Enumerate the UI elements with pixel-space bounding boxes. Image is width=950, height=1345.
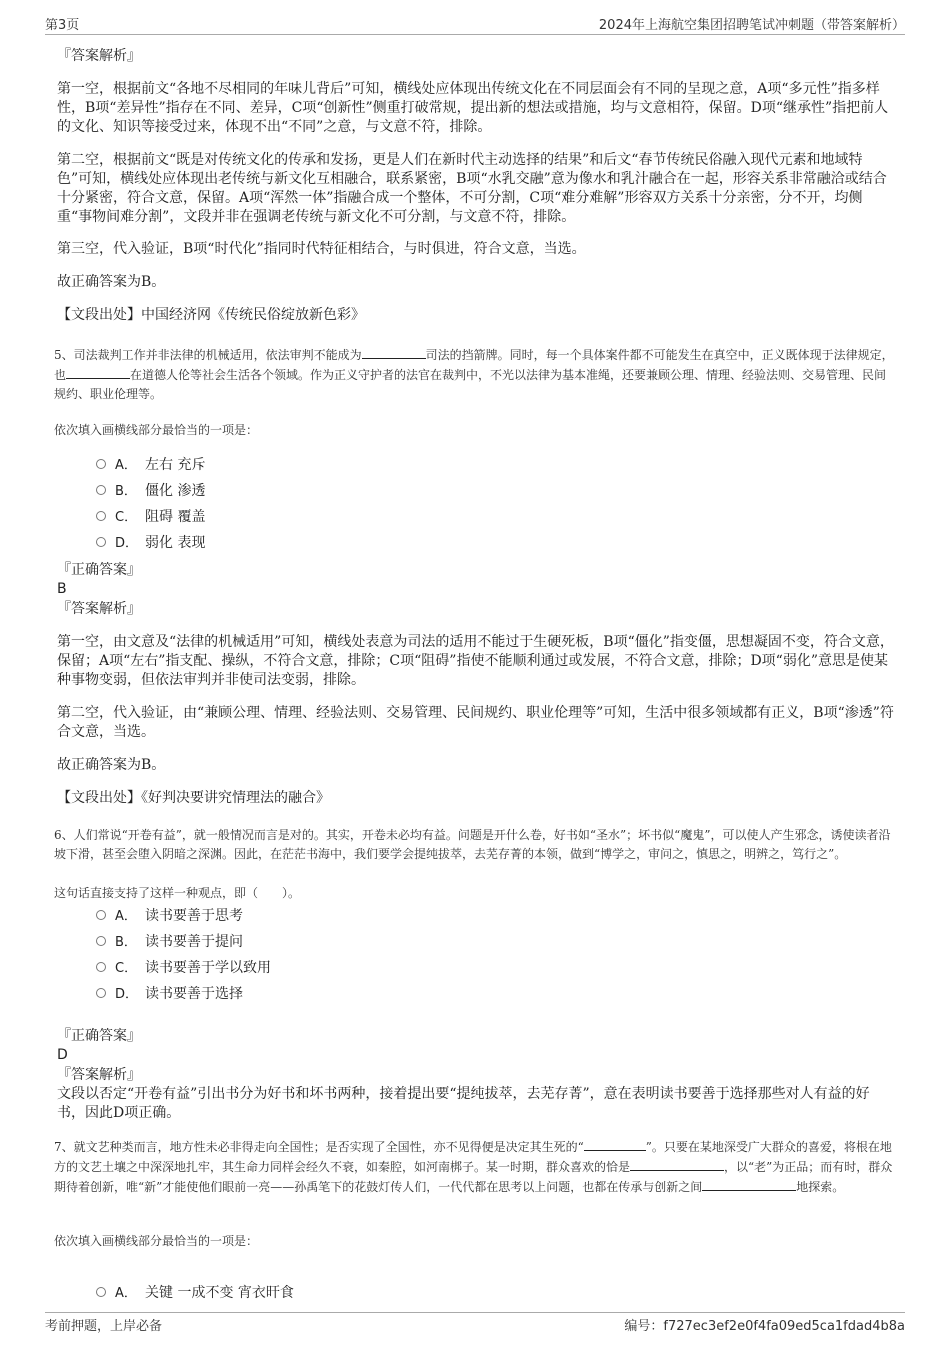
q5-analysis-label: 『答案解析』	[57, 601, 141, 617]
q6-answer-label: 『正确答案』	[57, 1028, 141, 1044]
q5-analysis-p2: 第二空，代入验证，由“兼顾公理、情理、经验法则、交易管理、民间规约、职业伦理等”可知，生活中很多领域都有正义，B项“渗透”符合文意，当选。	[57, 705, 894, 740]
q6-prompt: 这句话直接支持了这样一种观点，即（ ）。	[54, 886, 301, 900]
document-id: 编号：f727ec3ef2e0f4fa09ed5ca1fdad4b8a	[624, 1319, 905, 1334]
q5-answer: B	[57, 581, 67, 597]
q5-prompt: 依次填入画横线部分最恰当的一项是：	[54, 423, 259, 437]
radio-icon[interactable]	[96, 962, 106, 972]
q4-analysis-p2: 第二空，根据前文“既是对传统文化的传承和发扬，更是人们在新时代主动选择的结果”和后文“春节传统民俗融入现代元素和地域特色”可知，横线处应体现出老传统与新文化互相融合，联系紧密，B项“水乳交融”意为像水和乳汁融合在一起，形容关系非常融洽或结合十分紧密，符合文意，保留。A项“浑然一体”指融合成一个整体，不可分割，C项“难分难解”形容双方关系十分亲密，分不开，均侧重“事物间难分割”，文段并非在强调老传统与新文化不可分割，与文意不符，排除。	[57, 152, 887, 225]
q6-option-d[interactable]: D． 读书要善于选择	[96, 984, 243, 1005]
q5-option-d[interactable]: D． 弱化 表现	[96, 533, 205, 554]
q5-analysis-p1: 第一空，由文意及“法律的机械适用”可知，横线处表意为司法的适用不能过于生硬死板，B项“僵化”指变僵，思想凝固不变，符合文意，保留；A项“左右”指支配、操纵，不符合文意，排除；C项“阻碍”指使不能顺利通过或发展，不符合文意，排除；D项“弱化”意思是使某种事物变弱，但依法审判并非使司法变弱，排除。	[57, 634, 894, 688]
q5-answer-label: 『正确答案』	[57, 562, 141, 578]
radio-icon[interactable]	[96, 485, 106, 495]
q6-analysis-label: 『答案解析』	[57, 1067, 141, 1083]
q7-stem: 7、就文艺种类而言，地方性未必非得走向全国性；是否实现了全国性，亦不见得便是决定其生死的“ ”。只要在某地深受广大群众的喜爱，将根在地方的文艺土壤之中深深地扎牢，其生命力同样会经久不衰，如秦腔，如河南梆子。某一时期，群众喜欢的恰是 ，以“老”为正品；而有时，群众期待着创新，唯“新”才能使他们眼前一亮——孙禹笔下的花鼓灯传人们，一代代都在思考以上问题，也都在传承与创新之间 地探索。	[54, 1137, 896, 1197]
q4-analysis-p1: 第一空，根据前文“各地不尽相同的年味儿背后”可知，横线处应体现出传统文化在不同层面会有不同的呈现之意，A项“多元性”指多样性，B项“差异性”指存在不同、差异，C项“创新性”侧重打破常规，提出新的想法或措施，均与文意相符，保留。D项“继承性”指把前人的文化、知识等接受过来，体现不出“不同”之意，与文意不符，排除。	[57, 81, 889, 135]
q7-blank-3	[702, 1177, 796, 1191]
q5-stem: 5、司法裁判工作并非法律的机械适用，依法审判不能成为 司法的挡箭牌。同时，每一个具体案件都不可能发生在真空中，正义既体现于法律规定，也 在道德人伦等社会生活各个领域。作为正义守护者的法官在裁判中，不光以法律为基本准绳，还要兼顾公理、情理、经验法则、交易管理、民间规约、职业伦理等。	[54, 345, 896, 404]
radio-icon[interactable]	[96, 511, 106, 521]
radio-icon[interactable]	[96, 936, 106, 946]
q6-option-b[interactable]: B． 读书要善于提问	[96, 932, 243, 953]
q6-answer: D	[57, 1047, 68, 1063]
page-number: 第3页	[45, 18, 80, 33]
page-header	[45, 12, 905, 35]
q5-blank-1	[362, 345, 426, 359]
footer-slogan: 考前押题，上岸必备	[45, 1319, 163, 1334]
q5-option-c[interactable]: C． 阻碍 覆盖	[96, 507, 205, 528]
q6-analysis-p1: 文段以否定“开卷有益”引出书分为好书和坏书两种，接着提出要“提纯拔萃，去芜存菁”，意在表明读书要善于选择那些对人有益的好书，因此D项正确。	[57, 1086, 870, 1121]
q5-conclusion: 故正确答案为B。	[57, 757, 166, 773]
radio-icon[interactable]	[96, 910, 106, 920]
q4-analysis-label: 『答案解析』	[57, 48, 141, 64]
q4-source: 【文段出处】中国经济网《传统民俗绽放新色彩》	[57, 307, 365, 323]
q7-option-a[interactable]: A． 关键 一成不变 宵衣旰食	[96, 1283, 294, 1304]
q4-analysis-p3: 第三空，代入验证，B项“时代化”指同时代特征相结合，与时俱进，符合文意，当选。	[57, 241, 586, 257]
q5-option-a[interactable]: A． 左右 充斥	[96, 455, 205, 476]
radio-icon[interactable]	[96, 537, 106, 547]
q7-blank-1	[584, 1137, 646, 1151]
q5-source: 【文段出处】《好判决要讲究情理法的融合》	[57, 790, 330, 806]
q6-stem: 6、人们常说“开卷有益”，就一般情况而言是对的。其实，开卷未必均有益。问题是开什么卷，好书如“圣水”；坏书似“魔鬼”，可以使人产生邪念，诱使读者沿坡下滑，甚至会堕入阴暗之深渊。因此，在茫茫书海中，我们要学会提纯拔萃，去芜存菁的本领，做到“博学之，审问之，慎思之，明辨之，笃行之”。	[54, 828, 891, 861]
q7-prompt: 依次填入画横线部分最恰当的一项是：	[54, 1234, 259, 1248]
q7-blank-2	[630, 1157, 724, 1171]
q4-conclusion: 故正确答案为B。	[57, 274, 166, 290]
radio-icon[interactable]	[96, 1287, 106, 1297]
radio-icon[interactable]	[96, 988, 106, 998]
q5-option-b[interactable]: B． 僵化 渗透	[96, 481, 205, 502]
page-footer	[45, 1312, 905, 1335]
q5-blank-2	[66, 365, 130, 379]
document-title: 2024年上海航空集团招聘笔试冲刺题（带答案解析）	[598, 18, 905, 33]
radio-icon[interactable]	[96, 459, 106, 469]
q6-option-a[interactable]: A． 读书要善于思考	[96, 906, 243, 927]
q6-option-c[interactable]: C． 读书要善于学以致用	[96, 958, 271, 979]
